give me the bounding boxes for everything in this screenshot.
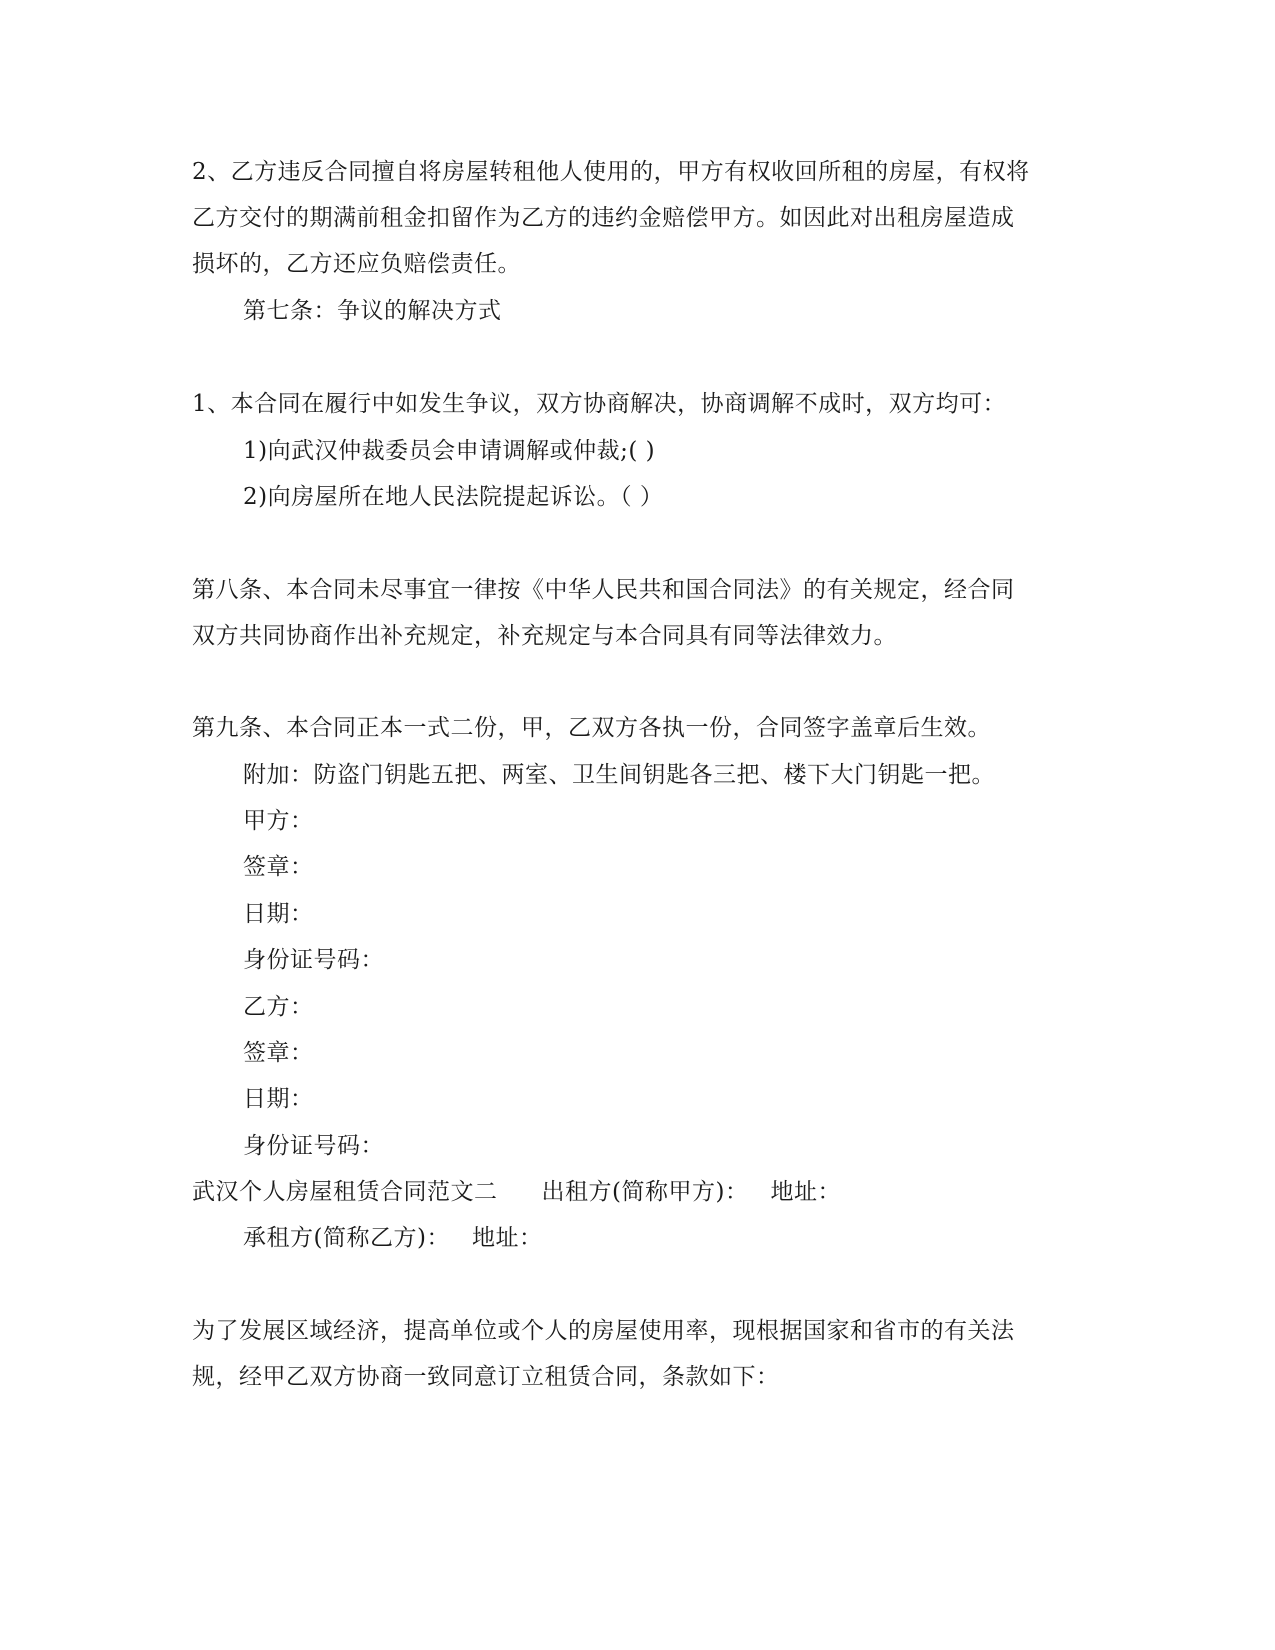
- lessee-address-label: 地址：: [471, 1225, 543, 1251]
- article8-line-1: 第八条、本合同未尽事宜一律按《中华人民共和国合同法》的有关规定，经合同: [192, 577, 1015, 603]
- article7-heading: 第七条：争议的解决方式: [243, 298, 502, 324]
- intro-line-2: 规，经甲乙双方协商一致同意订立租赁合同，条款如下：: [192, 1364, 780, 1390]
- article7-item1: 1、本合同在履行中如发生争议，双方协商解决，协商调解不成时，双方均可：: [192, 391, 1007, 417]
- party-b-id-label: 身份证号码：: [243, 1133, 384, 1159]
- intro-line-1: 为了发展区域经济，提高单位或个人的房屋使用率，现根据国家和省市的有关法: [192, 1318, 1015, 1344]
- lessee-label: 承租方(简称乙方)：: [243, 1225, 450, 1251]
- breach-clause-line-2: 乙方交付的期满前租金扣留作为乙方的违约金赔偿甲方。如因此对出租房屋造成: [192, 205, 1015, 231]
- party-a-date-label: 日期：: [243, 901, 314, 927]
- breach-clause-line-1: 2、乙方违反合同擅自将房屋转租他人使用的，甲方有权收回所租的房屋，有权将: [192, 159, 1030, 185]
- article7-option1: 1)向武汉仲裁委员会申请调解或仲裁;( ): [243, 438, 656, 464]
- lessor-address-label: 地址：: [770, 1179, 841, 1205]
- lessor-label: 出租方(简称甲方)：: [541, 1179, 749, 1205]
- party-b-label: 乙方：: [243, 994, 314, 1020]
- lessee-line: [243, 1223, 542, 1253]
- party-b-date-label: 日期：: [243, 1086, 314, 1112]
- template2-title: 武汉个人房屋租赁合同范文二: [192, 1179, 498, 1205]
- template2-header-line: [192, 1177, 841, 1207]
- party-a-seal-label: 签章：: [243, 854, 314, 880]
- article7-option2: 2)向房屋所在地人民法院提起诉讼。（ ）: [243, 484, 664, 510]
- party-a-label: 甲方：: [243, 808, 314, 834]
- party-a-id-label: 身份证号码：: [243, 947, 384, 973]
- party-b-seal-label: 签章：: [243, 1040, 314, 1066]
- attachment-note: 附加：防盗门钥匙五把、两室、卫生间钥匙各三把、楼下大门钥匙一把。: [243, 762, 995, 788]
- article9: 第九条、本合同正本一式二份，甲，乙双方各执一份，合同签字盖章后生效。: [192, 715, 991, 741]
- breach-clause-line-3: 损坏的，乙方还应负赔偿责任。: [192, 251, 521, 277]
- article8-line-2: 双方共同协商作出补充规定，补充规定与本合同具有同等法律效力。: [192, 623, 897, 649]
